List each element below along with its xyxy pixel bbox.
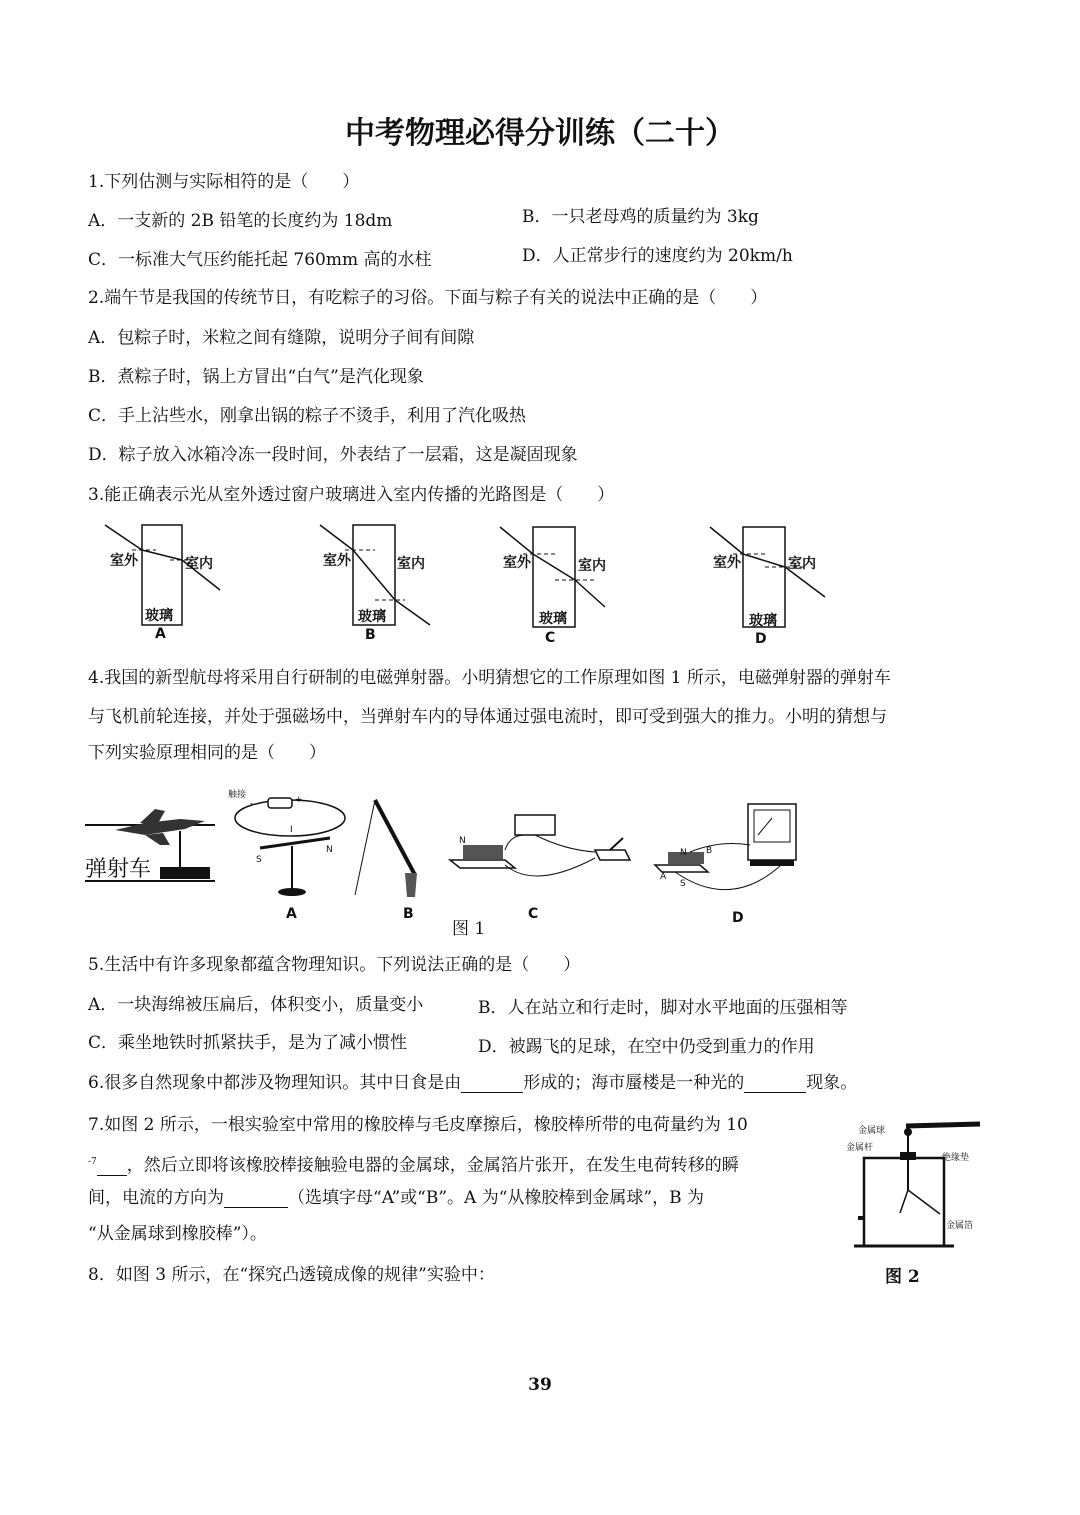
q4-a-minus: - xyxy=(250,799,254,809)
q3-d-outside: 室外 xyxy=(713,555,741,571)
q3-b-letter: B xyxy=(365,627,376,643)
q5-option-c: C．乘坐地铁时抓紧扶手，是为了减小惯性 xyxy=(88,1033,408,1053)
q3-diagram-c xyxy=(495,522,625,647)
q3-b-outside: 室外 xyxy=(323,553,351,569)
page-title: 中考物理必得分训练（二十） xyxy=(345,116,735,151)
q7-line2: ，然后立即将该橡胶棒接触验电器的金属球，金属箔片张开，在发生电荷转移的瞬 xyxy=(126,1155,739,1176)
q6-blank-2[interactable] xyxy=(744,1076,806,1093)
q4-option-b-diagram xyxy=(355,795,435,905)
q7-fig2-electroscope xyxy=(850,1118,985,1253)
q6-part1: 6.很多自然现象中都涉及物理知识。其中日食是由 xyxy=(88,1073,462,1093)
q5-stem: 5.生活中有许多现象都蕴含物理知识。下列说法正确的是（ ） xyxy=(88,955,581,975)
q5-option-b: B．人在站立和行走时，脚对水平地面的压强相等 xyxy=(478,998,848,1018)
q4-a-plus: + xyxy=(295,795,303,805)
q7-label-rod: 金属杆 xyxy=(846,1143,874,1153)
q3-c-inside: 室内 xyxy=(578,558,606,574)
q7-label-ball: 金属球 xyxy=(858,1126,886,1136)
q3-a-outside: 室外 xyxy=(110,553,138,569)
q8-stem: 8．如图 3 所示，在“探究凸透镜成像的规律”实验中： xyxy=(88,1265,495,1285)
q4-d-north: N xyxy=(680,848,687,858)
q3-b-inside: 室内 xyxy=(397,556,425,572)
q3-a-inside: 室内 xyxy=(185,556,213,572)
q3-a-glass: 玻璃 xyxy=(145,608,173,624)
q6-part3: 现象。 xyxy=(806,1073,858,1093)
q1-option-c: C．一标准大气压约能托起 760mm 高的水柱 xyxy=(88,250,432,270)
q2-option-c: C．手上沾些水，刚拿出锅的粽子不烫手，利用了汽化吸热 xyxy=(88,406,527,426)
q2-option-d: D．粽子放入冰箱冷冻一段时间，外表结了一层霜，这是凝固现象 xyxy=(88,445,578,465)
q7-exponent: -7 xyxy=(88,1157,97,1167)
q4-line2: 与飞机前轮连接，并处于强磁场中，当弹射车内的导体通过强电流时，即可受到强大的推力。小明的猜想与 xyxy=(88,707,887,727)
q4-a-current: I xyxy=(290,825,293,835)
q3-c-glass: 玻璃 xyxy=(539,611,567,627)
q4-a-north: N xyxy=(326,845,333,855)
q7-label-insulator: 绝缘垫 xyxy=(942,1153,970,1163)
q3-d-inside: 室内 xyxy=(788,556,816,572)
q4-option-c-diagram xyxy=(445,810,640,895)
q4-option-b-letter: B xyxy=(403,906,414,922)
q3-c-outside: 室外 xyxy=(503,555,531,571)
q7-blank-unit[interactable] xyxy=(97,1159,127,1176)
q4-option-c-letter: C xyxy=(528,906,539,922)
q7-line1: 7.如图 2 所示，一根实验室中常用的橡胶棒与毛皮摩擦后，橡胶棒所带的电荷量约为 10 xyxy=(88,1115,748,1135)
q6-blank-1[interactable] xyxy=(461,1076,523,1093)
q4-c-north: N xyxy=(459,836,466,846)
q6-part2: 形成的；海市蜃楼是一种光的 xyxy=(523,1073,745,1093)
q4-a-south: S xyxy=(256,855,262,865)
q7-line4: “从金属球到橡胶棒”）。 xyxy=(88,1224,267,1244)
q4-d-a: A xyxy=(660,872,667,882)
q3-diagram-b xyxy=(315,520,445,645)
q1-option-b: B．一只老母鸡的质量约为 3kg xyxy=(522,207,759,227)
q3-d-letter: D xyxy=(755,631,767,647)
page-number: 39 xyxy=(528,1375,552,1395)
q7-line3b: （选填字母“A”或“B”。A 为“从橡胶棒到金属球”，B 为 xyxy=(288,1188,704,1208)
q4-option-d-letter: D xyxy=(732,910,744,926)
q4-line3: 下列实验原理相同的是（ ） xyxy=(88,743,326,763)
q3-d-glass: 玻璃 xyxy=(749,613,777,629)
q3-c-letter: C xyxy=(545,630,556,646)
q4-option-d-diagram xyxy=(650,800,810,900)
q4-d-b: B xyxy=(706,846,713,856)
q7-line2-row xyxy=(88,1152,739,1176)
q4-d-south: S xyxy=(680,879,686,889)
q5-option-a: A．一块海绵被压扁后，体积变小，质量变小 xyxy=(88,995,424,1015)
q1-stem: 1.下列估测与实际相符的是（ ） xyxy=(88,172,360,192)
q1-option-d: D．人正常步行的速度约为 20km/h xyxy=(522,246,793,266)
q4-line1: 4.我国的新型航母将采用自行研制的电磁弹射器。小明猜想它的工作原理如图 1 所示，电磁弹射器的弹射车 xyxy=(88,668,891,688)
q3-b-glass: 玻璃 xyxy=(358,609,386,625)
q7-line3-row xyxy=(88,1188,704,1208)
q2-stem: 2.端午节是我国的传统节日，有吃粽子的习俗。下面与粽子有关的说法中正确的是（ ） xyxy=(88,288,768,308)
q3-a-letter: A xyxy=(155,626,166,642)
q7-line3a: 间，电流的方向为 xyxy=(88,1188,224,1208)
q5-option-d: D．被踢飞的足球，在空中仍受到重力的作用 xyxy=(478,1037,815,1057)
q4-cart-label: 弹射车 xyxy=(85,857,152,882)
q6-line xyxy=(88,1073,857,1093)
q2-option-a: A．包粽子时，米粒之间有缝隙，说明分子间有间隙 xyxy=(88,328,475,348)
q4-fig1-caption: 图 1 xyxy=(452,919,486,939)
q1-option-a: A．一支新的 2B 铅笔的长度约为 18dm xyxy=(88,211,393,231)
q7-blank-direction[interactable] xyxy=(224,1191,288,1208)
q4-option-a-letter: A xyxy=(286,906,297,922)
q4-touch-label: 触接 xyxy=(228,790,247,800)
q7-label-foil: 金属箔 xyxy=(946,1221,974,1231)
q7-fig2-caption: 图 2 xyxy=(885,1267,920,1287)
q3-stem: 3.能正确表示光从室外透过窗户玻璃进入室内传播的光路图是（ ） xyxy=(88,485,615,505)
q2-option-b: B．煮粽子时，锅上方冒出“白气”是汽化现象 xyxy=(88,367,424,387)
